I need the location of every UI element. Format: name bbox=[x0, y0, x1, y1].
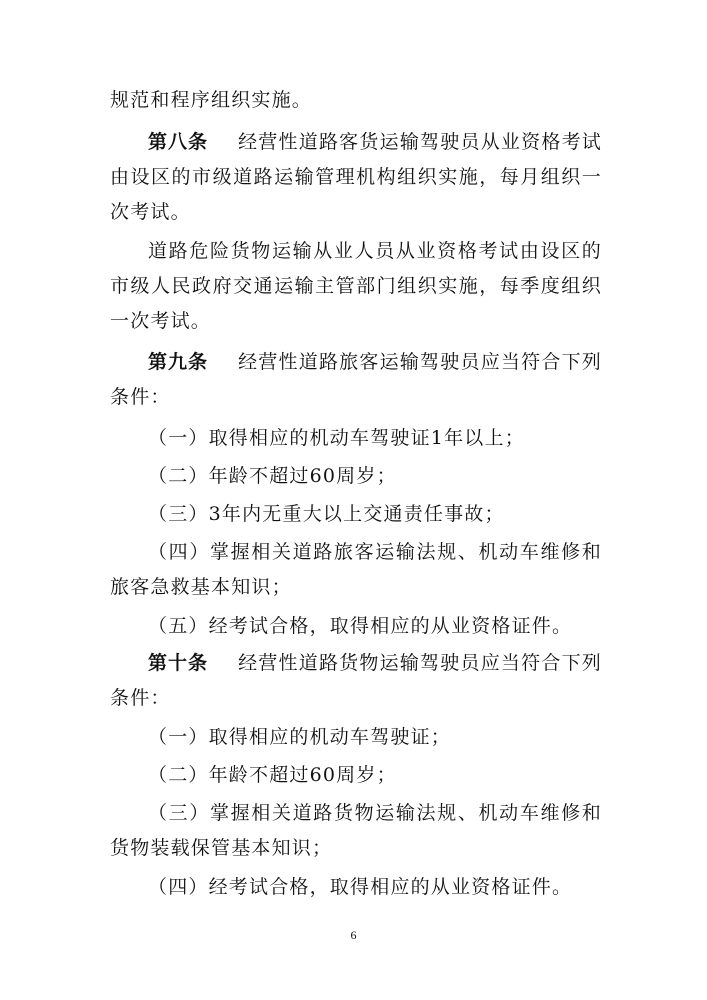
article-10-paragraph bbox=[110, 646, 602, 716]
article-9-item-2: （二）年龄不超过60周岁； bbox=[148, 465, 397, 487]
article-8-text: 经营性道路客货运输驾驶员从业资格考试由设区的市级道路运输管理机构组织实施，每月组织一次考试。 bbox=[110, 131, 602, 223]
article-9-item-1: （一）取得相应的机动车驾驶证1年以上； bbox=[148, 427, 525, 449]
article-10-heading: 第十条 bbox=[148, 652, 209, 674]
page-number: 6 bbox=[350, 928, 357, 942]
article-9-paragraph bbox=[110, 345, 602, 415]
article-9-item-5: （五）经考试合格，取得相应的从业资格证件。 bbox=[148, 615, 573, 637]
paragraph-continuation: 规范和程序组织实施。 bbox=[110, 89, 313, 111]
article-9-item-4: （四）掌握相关道路旅客运输法规、机动车维修和旅客急救基本知识； bbox=[110, 541, 602, 598]
article-10-item-3: （三）掌握相关道路货物运输法规、机动车维修和货物装载保管基本知识； bbox=[110, 802, 602, 859]
article-8-second-paragraph: 道路危险货物运输从业人员从业资格考试由设区的市级人民政府交通运输主管部门组织实施，每季度组织一次考试。 bbox=[110, 240, 602, 332]
article-10-item-4: （四）经考试合格，取得相应的从业资格证件。 bbox=[148, 876, 573, 898]
article-8-paragraph bbox=[110, 125, 602, 230]
article-9-text: 经营性道路旅客运输驾驶员应当符合下列条件： bbox=[110, 351, 602, 408]
article-9-item-3: （三）3年内无重大以上交通责任事故； bbox=[148, 503, 505, 525]
article-10-item-1: （一）取得相应的机动车驾驶证； bbox=[148, 726, 452, 748]
article-8-heading: 第八条 bbox=[148, 131, 209, 153]
article-10-item-2: （二）年龄不超过60周岁； bbox=[148, 764, 397, 786]
article-10-text: 经营性道路货物运输驾驶员应当符合下列条件： bbox=[110, 652, 602, 709]
article-9-heading: 第九条 bbox=[148, 351, 209, 373]
